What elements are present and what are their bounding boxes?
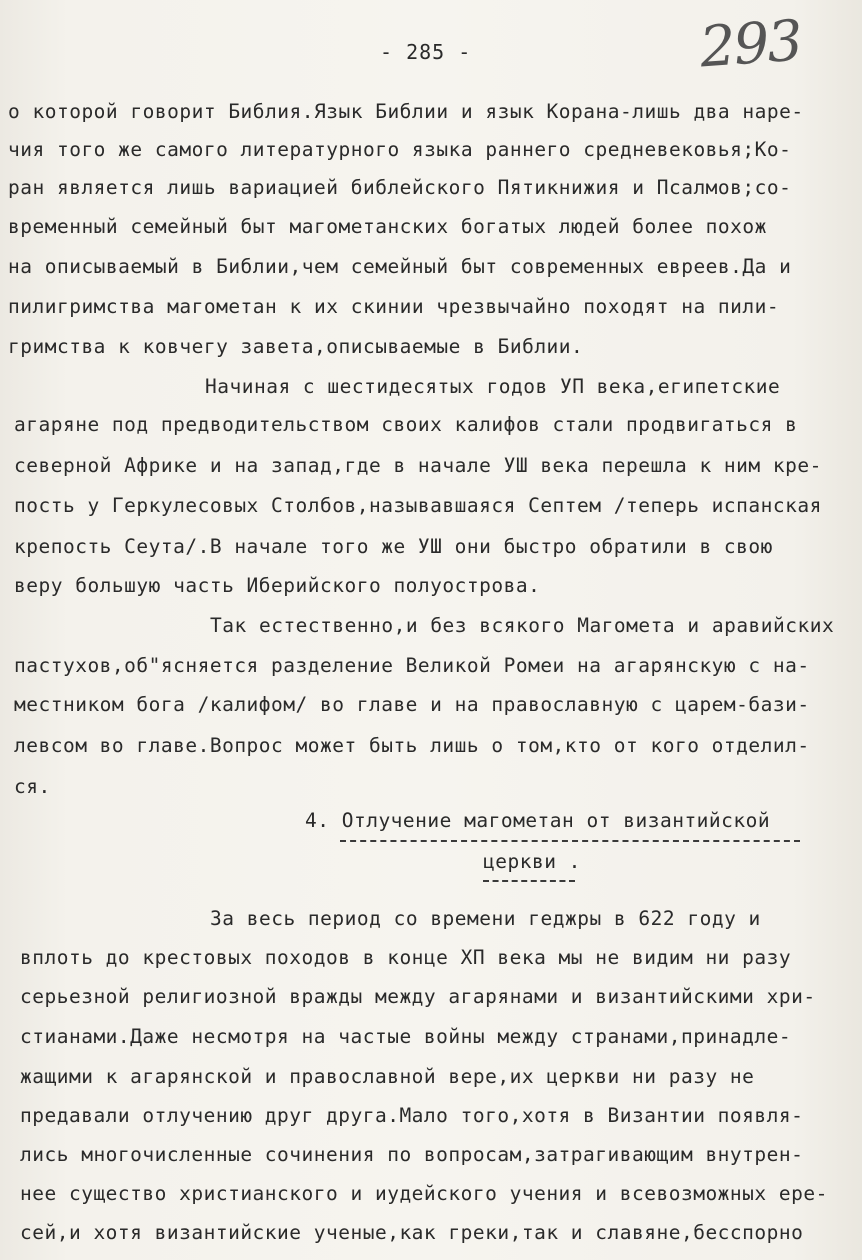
paragraph2-line: веру большую часть Иберийского полуострова. — [14, 574, 541, 597]
paragraph2-line: пость у Геркулесовых Столбов,называвшаяся Септем /теперь испанская — [14, 494, 822, 517]
paragraph3-line: местником бога /калифом/ во главе и на православную с царем-бази- — [14, 693, 810, 716]
paragraph2-line: Начиная с шестидесятых годов УП века,египетские — [205, 375, 781, 398]
paragraph3-line: левсом во главе.Вопрос может быть лишь о том,кто от кого отделил- — [14, 734, 810, 757]
paragraph4-line: вплоть до крестовых походов в конце ХП века мы не видим ни разу — [20, 946, 792, 969]
paragraph4-line: За весь период со времени геджры в 622 году и — [210, 907, 761, 930]
paragraph4-line: стианами.Даже несмотря на частые войны между странами,принадле- — [20, 1025, 792, 1048]
paragraph4-line: лись многочисленные сочинения по вопросам,затрагивающим внутрен- — [20, 1143, 804, 1166]
section-heading-continued: церкви . — [483, 850, 581, 873]
paragraph1-line: пилигримства магометан к их скинии чрезвычайно походят на пили- — [8, 295, 780, 318]
paragraph2-line: крепость Сеута/.В начале того же УШ они быстро обратили в свою — [14, 535, 773, 558]
paragraph1-line: ран является лишь вариацией библейского Пятикнижия и Псалмов;со- — [8, 176, 792, 199]
handwritten-archive-number: 293 — [697, 8, 804, 81]
paragraph4-line: сей,и хотя византийские ученые,как греки,так и славяне,бесспорно — [20, 1221, 804, 1244]
paragraph4-line: предавали отлучению друг друга.Мало того,хотя в Византии появля- — [20, 1104, 804, 1127]
paragraph4-line: серьезной религиозной вражды между агарянами и византийскими хри- — [20, 985, 816, 1008]
paragraph4-line: жащими к агарянской и православной вере,их церкви ни разу не — [20, 1065, 755, 1088]
page-number: - 285 - — [380, 40, 472, 64]
section-heading: 4. Отлучение магометан от византийской — [305, 809, 771, 832]
paragraph1-line: гримства к ковчегу завета,описываемые в Библии. — [8, 335, 584, 358]
paragraph2-line: северной Африке и на запад,где в начале УШ века перешла к ним кре- — [14, 454, 822, 477]
heading-underline — [483, 880, 575, 882]
paragraph4-line: нее существо христианского и иудейского учения и всевозможных ере- — [20, 1182, 828, 1205]
paragraph1-line: временный семейный быт магометанских богатых людей более похож — [8, 215, 767, 238]
paragraph1-line: на описываемый в Библии,чем семейный быт современных евреев.Да и — [8, 255, 792, 278]
paragraph2-line: агаряне под предводительством своих калифов стали продвигаться в — [14, 413, 798, 436]
paragraph3-line: Так естественно,и без всякого Магомета и аравийских — [210, 614, 835, 637]
paragraph3-line: ся. — [14, 775, 51, 798]
heading-underline — [340, 840, 800, 842]
paragraph3-line: пастухов,об"ясняется разделение Великой Ромеи на агарянскую с на- — [14, 654, 810, 677]
paragraph1-line: о которой говорит Библия.Язык Библии и язык Корана-лишь два наре- — [8, 100, 804, 123]
paragraph1-line: чия того же самого литературного языка раннего средневековья;Ко- — [8, 138, 792, 161]
